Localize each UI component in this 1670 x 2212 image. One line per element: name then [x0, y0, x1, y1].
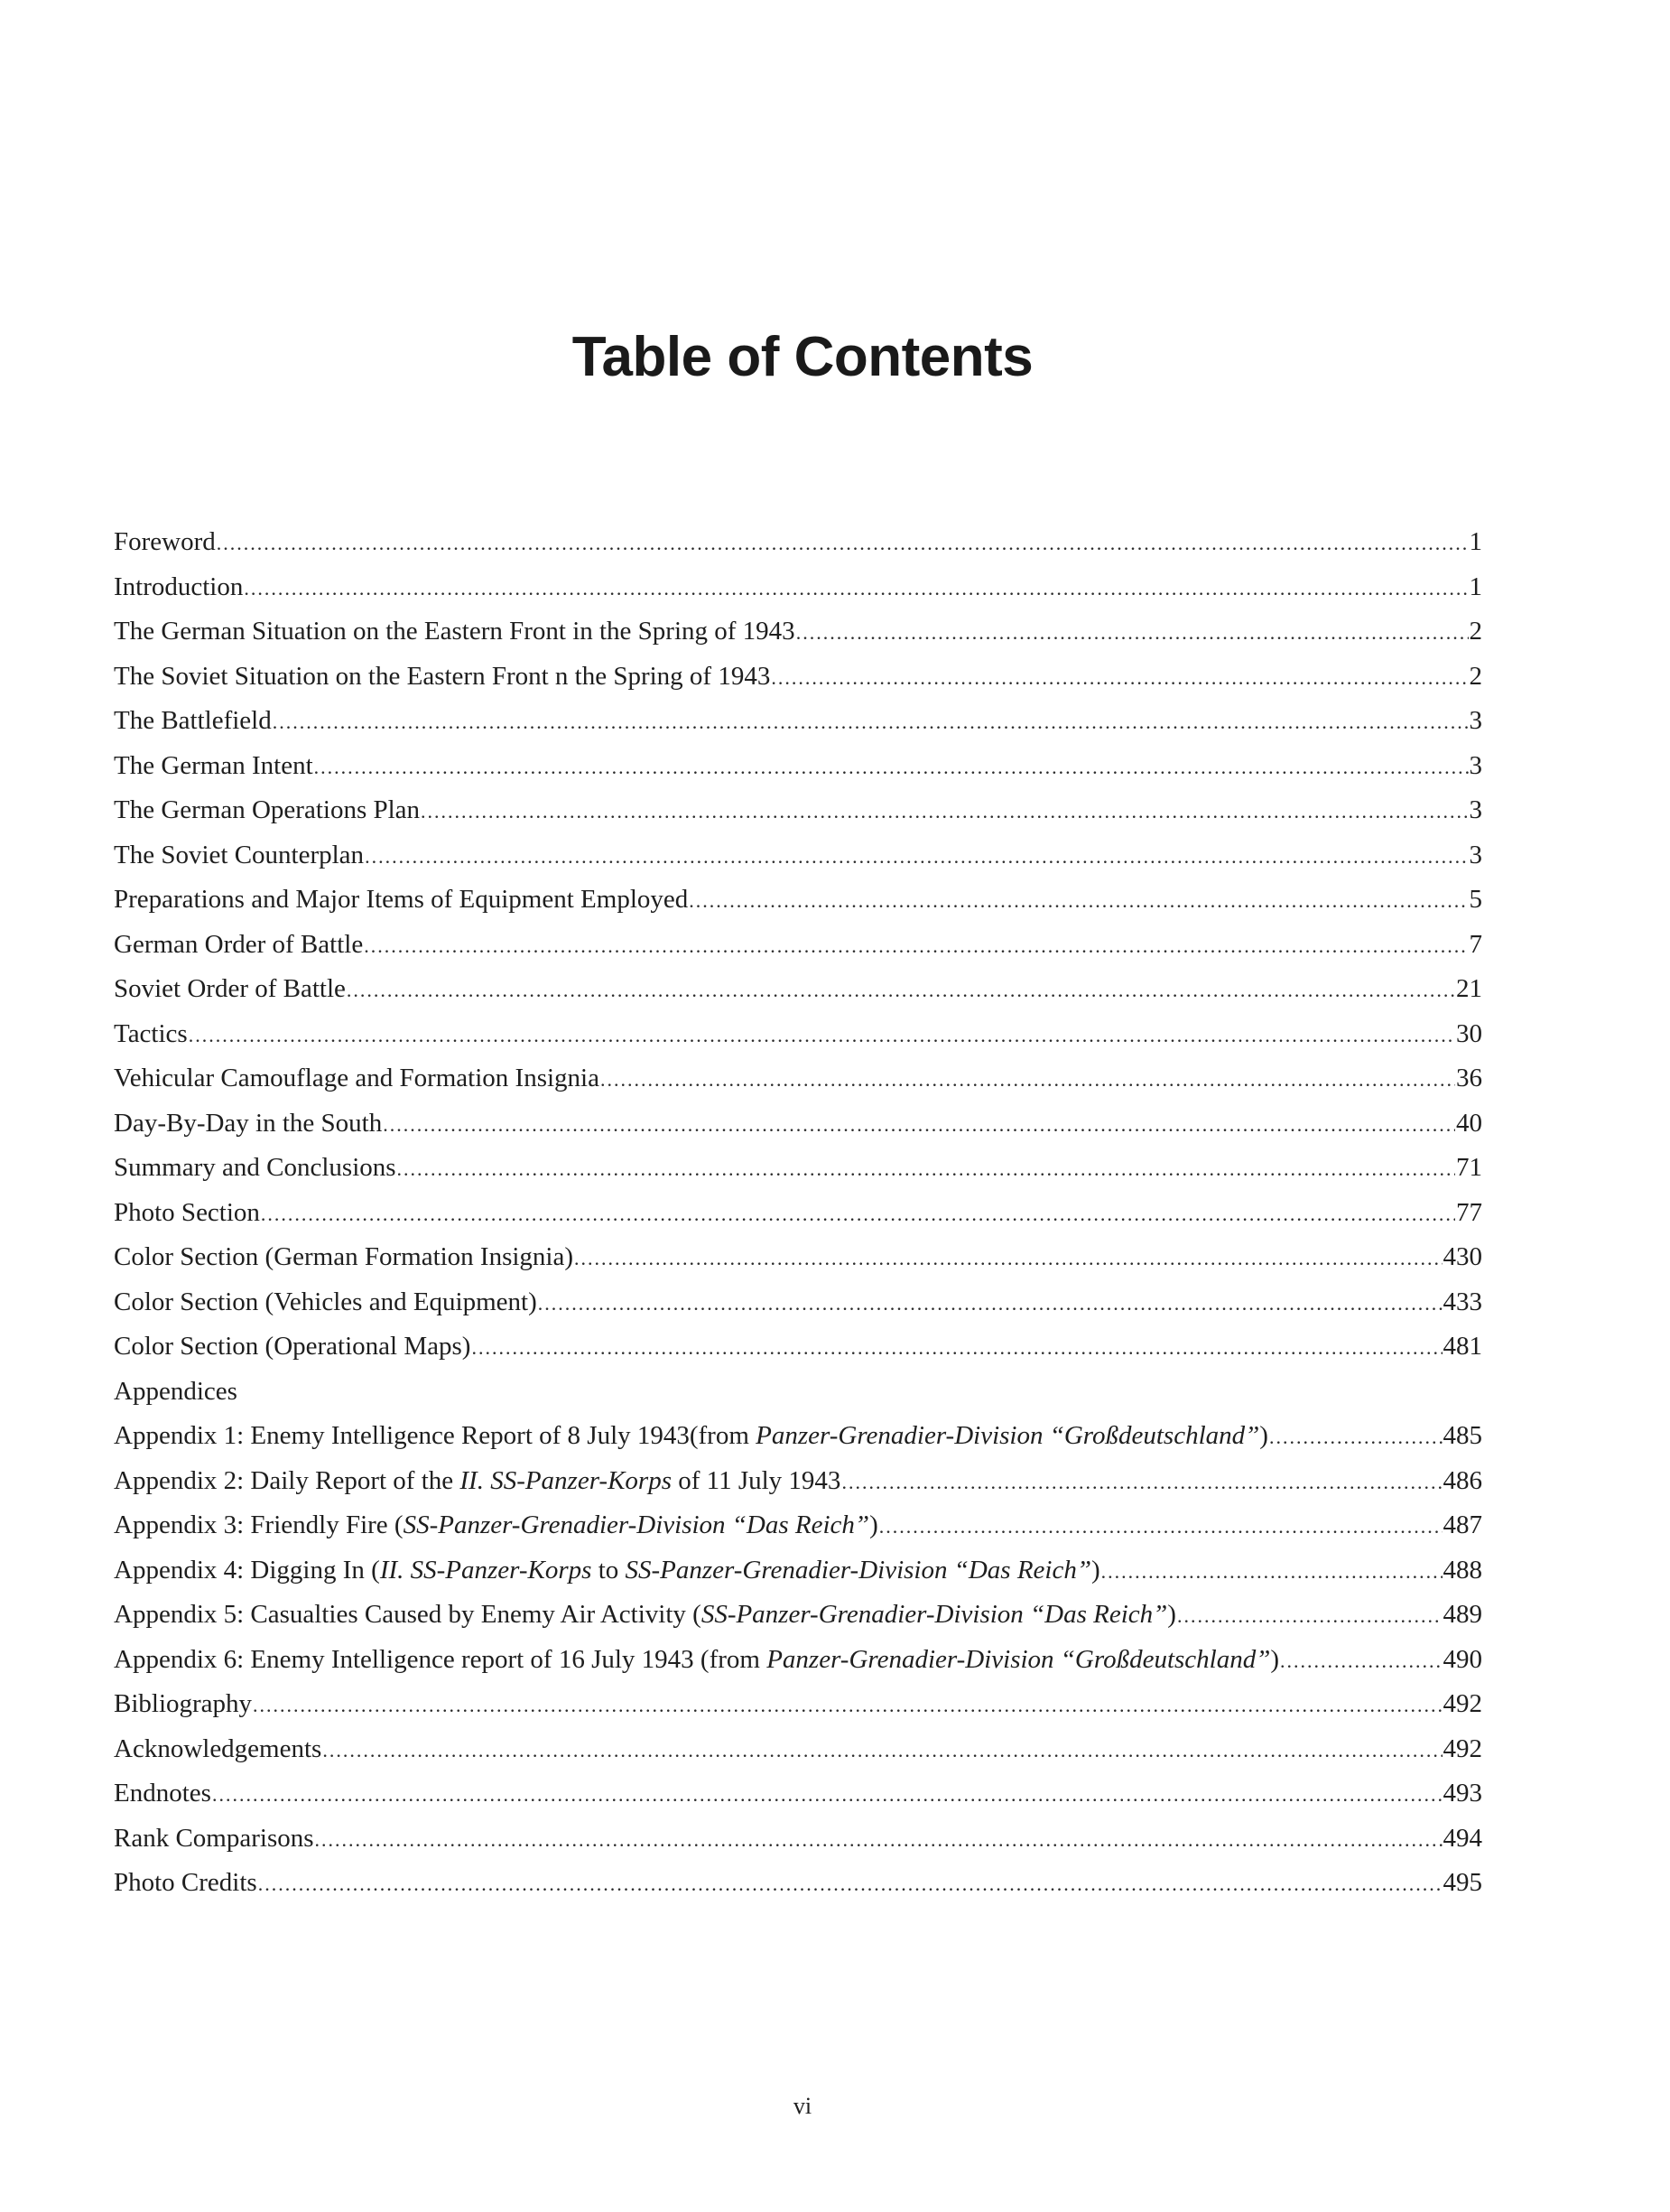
toc-entry-title [114, 878, 688, 923]
toc-entry-title-text: Appendix 5: Casualties Caused by Enemy Air Activity ( [114, 1600, 701, 1629]
toc-entry-title [114, 1012, 188, 1057]
toc-entry-page: 481 [1443, 1332, 1482, 1361]
toc-entry[interactable] [114, 1146, 1482, 1191]
toc-entry-title-text: Vehicular Camouflage and Formation Insignia [114, 1064, 599, 1092]
dot-leader [471, 1325, 1442, 1371]
toc-entry[interactable] [114, 565, 1482, 610]
toc-entry-title [114, 1280, 537, 1325]
toc-entry-title-text: Appendices [114, 1376, 237, 1406]
toc-entry-title-text: German Order of Battle [114, 929, 364, 959]
toc-entry-page: 3 [1469, 795, 1482, 824]
toc-entry-page: 487 [1443, 1510, 1482, 1539]
toc-entry-page: 2 [1469, 617, 1482, 646]
toc-entry-page: 495 [1443, 1868, 1482, 1897]
toc-entry-page: 486 [1443, 1465, 1482, 1495]
dot-leader [879, 1504, 1443, 1549]
toc-entry-page: 30 [1456, 1018, 1482, 1048]
toc-entry-title-text: Endnotes [114, 1779, 211, 1808]
toc-entry-title-text: ) [869, 1510, 878, 1539]
page-number: vi [793, 2093, 812, 2119]
toc-entry-title-italic: SS-Panzer-Grenadier-Division “Das Reich” [700, 1600, 1168, 1629]
toc-entry-title [114, 1503, 878, 1548]
toc-entry-page: 5 [1469, 885, 1482, 914]
toc-entry[interactable] [114, 1459, 1482, 1504]
toc-entry[interactable] [114, 699, 1482, 744]
toc-entry-title-text: The Soviet Counterplan [114, 840, 365, 869]
toc-entry-title-italic: Panzer-Grenadier-Division “Großdeutschland” [766, 1644, 1271, 1674]
toc-entry[interactable] [114, 520, 1482, 565]
toc-entry[interactable] [114, 1101, 1482, 1147]
toc-entry-title [114, 788, 420, 833]
dot-leader [689, 878, 1468, 924]
toc-entry-title-text: Acknowledgements [114, 1733, 322, 1763]
dot-leader [1269, 1415, 1443, 1460]
toc-entry[interactable] [114, 967, 1482, 1012]
toc-entry-title [114, 1548, 1100, 1594]
toc-entry-page: 489 [1443, 1600, 1482, 1629]
toc-entry[interactable] [114, 744, 1482, 789]
toc-entry-title-text: Summary and Conclusions [114, 1153, 396, 1182]
toc-entry-title-text: Color Section (Vehicles and Equipment) [114, 1287, 537, 1316]
toc-entry[interactable] [114, 1861, 1482, 1906]
toc-entry-title-italic: II. SS-Panzer-Korps [459, 1465, 672, 1495]
toc-entry-title [114, 1593, 1176, 1638]
toc-entry-title-italic: SS-Panzer-Grenadier-Division “Das Reich” [625, 1555, 1091, 1585]
toc-entry-page: 1 [1469, 527, 1482, 556]
toc-entry-page: 3 [1469, 706, 1482, 735]
toc-entry-title-text: ) [1270, 1644, 1280, 1674]
dot-leader [1177, 1594, 1443, 1639]
toc-entry[interactable] [114, 1727, 1482, 1772]
toc-entry-page: 3 [1469, 840, 1482, 869]
toc-entry-title-text: Introduction [114, 572, 244, 601]
dot-leader [258, 1862, 1443, 1907]
toc-entry-page: 433 [1443, 1287, 1482, 1316]
toc-entry-title [114, 1414, 1268, 1459]
toc-entry-title [114, 699, 272, 744]
toc-entry-title-text: Foreword [114, 527, 216, 556]
toc-entry-page: 71 [1456, 1153, 1482, 1182]
toc-entry[interactable] [114, 1056, 1482, 1101]
toc-entry[interactable] [114, 1593, 1482, 1638]
toc-entry-title [114, 744, 313, 789]
dot-leader [212, 1772, 1443, 1817]
toc-entry-title [114, 1682, 252, 1727]
toc-entry-title-text: The German Operations Plan [114, 795, 421, 824]
toc-section-heading [114, 1370, 1482, 1415]
dot-leader [538, 1281, 1443, 1326]
toc-entry[interactable] [114, 1191, 1482, 1236]
toc-entry-title [114, 520, 216, 565]
toc-entry-title-text: Appendix 3: Friendly Fire ( [114, 1510, 404, 1539]
toc-entry-title-text: to [591, 1555, 626, 1585]
toc-entry-title-text: The Battlefield [114, 706, 272, 735]
toc-entry-page: 7 [1469, 929, 1482, 959]
toc-entry-title-text: Tactics [114, 1018, 188, 1048]
page-title: Table of Contents [571, 326, 1034, 388]
toc-entry-title-text: Bibliography [114, 1689, 253, 1718]
toc-entry-title-text: Appendix 2: Daily Report of the [114, 1465, 460, 1495]
toc-entry-title-text: Day-By-Day in the South [114, 1108, 383, 1138]
dot-leader [421, 789, 1468, 834]
toc-entry-page: 77 [1456, 1197, 1482, 1227]
dot-leader [383, 1102, 1455, 1148]
toc-entry-title-text: of 11 July 1943 [672, 1465, 841, 1495]
toc-entry-title-italic: Panzer-Grenadier-Division “Großdeutschland” [756, 1421, 1260, 1450]
toc-entry-page: 430 [1443, 1242, 1482, 1271]
toc-entry-title [114, 1459, 840, 1504]
toc-entry-title-text: Color Section (German Formation Insignia) [114, 1242, 574, 1271]
toc-entry-title [114, 1861, 257, 1906]
toc-entry-page: 492 [1443, 1733, 1482, 1763]
toc-entry-page: 3 [1469, 750, 1482, 780]
toc-entry-title [114, 609, 795, 655]
toc-entry-title [114, 1370, 237, 1415]
toc-entry-title [114, 1638, 1279, 1683]
toc-entry-title-text: ) [1167, 1600, 1176, 1629]
toc-entry-title-text: Appendix 6: Enemy Intelligence report of 16 July 1943 (from [114, 1644, 767, 1674]
toc-entry[interactable] [114, 1638, 1482, 1683]
toc-entry-page: 490 [1443, 1644, 1482, 1674]
toc-entry-title [114, 1101, 382, 1147]
dot-leader [322, 1728, 1442, 1773]
toc-entry[interactable] [114, 788, 1482, 833]
toc-entry[interactable] [114, 1324, 1482, 1370]
toc-entry-title-text: Preparations and Major Items of Equipment Employed [114, 885, 689, 914]
dot-leader [217, 521, 1469, 566]
toc-entry[interactable] [114, 655, 1482, 700]
toc-entry-title-italic: SS-Panzer-Grenadier-Division “Das Reich” [403, 1510, 870, 1539]
dot-leader [261, 1192, 1455, 1237]
toc-entry-title-text: ) [1259, 1421, 1268, 1450]
toc-entry-title-text: Appendix 1: Enemy Intelligence Report of 8 July 1943(from [114, 1421, 756, 1450]
dot-leader [397, 1147, 1455, 1192]
toc-entry-title [114, 833, 364, 878]
dot-leader [273, 700, 1469, 745]
toc-entry[interactable] [114, 1280, 1482, 1325]
dot-leader [314, 745, 1469, 790]
toc-entry[interactable] [114, 923, 1482, 968]
toc-entry[interactable] [114, 878, 1482, 923]
dot-leader [253, 1683, 1442, 1728]
toc-entry-title [114, 655, 770, 700]
dot-leader [189, 1013, 1455, 1058]
toc-entry-page: 21 [1456, 974, 1482, 1003]
toc-entry-title [114, 1191, 260, 1236]
toc-entry[interactable] [114, 609, 1482, 655]
toc-entry-page: 36 [1456, 1064, 1482, 1092]
toc-entry-title [114, 1146, 396, 1191]
toc-entry-page: 488 [1443, 1555, 1482, 1585]
dot-leader [347, 968, 1455, 1013]
toc-entry[interactable] [114, 1012, 1482, 1057]
toc-entry-title-text: The Soviet Situation on the Eastern Front n the Spring of 1943 [114, 661, 771, 691]
toc-entry[interactable] [114, 1771, 1482, 1817]
toc-entry-page: 40 [1456, 1108, 1482, 1138]
toc-entry-title-text: Soviet Order of Battle [114, 974, 346, 1003]
toc-entry-title-text: Photo Credits [114, 1868, 257, 1897]
dot-leader [771, 655, 1468, 701]
toc-entry-title [114, 923, 363, 968]
dot-leader [796, 610, 1469, 655]
toc-entry-title-text: Photo Section [114, 1197, 260, 1227]
dot-leader [364, 924, 1468, 969]
table-of-contents [114, 520, 1482, 1906]
toc-entry-page: 2 [1469, 661, 1482, 691]
dot-leader [841, 1460, 1442, 1505]
toc-entry-page: 492 [1443, 1689, 1482, 1718]
toc-entry-title [114, 1324, 470, 1370]
toc-entry-title [114, 565, 243, 610]
dot-leader [365, 834, 1468, 879]
toc-entry-title-text: ) [1090, 1555, 1100, 1585]
toc-entry[interactable] [114, 1503, 1482, 1548]
toc-entry-page: 1 [1469, 572, 1482, 601]
toc-entry-title [114, 967, 346, 1012]
dot-leader [1101, 1549, 1443, 1594]
toc-entry-title-text: Color Section (Operational Maps) [114, 1332, 471, 1361]
toc-entry-title [114, 1056, 599, 1101]
dot-leader [574, 1236, 1442, 1281]
toc-entry-page: 494 [1443, 1823, 1482, 1853]
toc-entry-title [114, 1771, 211, 1817]
toc-entry-title-text: The German Intent [114, 750, 313, 780]
toc-entry-title-text: Appendix 4: Digging In ( [114, 1555, 380, 1585]
toc-entry[interactable] [114, 1548, 1482, 1594]
toc-entry[interactable] [114, 1414, 1482, 1459]
toc-entry[interactable] [114, 1682, 1482, 1727]
dot-leader [244, 566, 1468, 611]
toc-entry[interactable] [114, 1817, 1482, 1862]
dot-leader [315, 1817, 1443, 1863]
toc-entry[interactable] [114, 1235, 1482, 1280]
toc-entry-title [114, 1235, 573, 1280]
dot-leader [600, 1057, 1455, 1102]
toc-entry-page: 485 [1443, 1421, 1482, 1450]
toc-entry-title [114, 1727, 321, 1772]
toc-entry-title-text: The German Situation on the Eastern Front in the Spring of 1943 [114, 617, 795, 646]
toc-entry-title [114, 1817, 314, 1862]
toc-entry-title-italic: II. SS-Panzer-Korps [379, 1555, 592, 1585]
toc-entry-page: 493 [1443, 1779, 1482, 1808]
toc-entry[interactable] [114, 833, 1482, 878]
toc-entry-title-text: Rank Comparisons [114, 1823, 314, 1853]
dot-leader [1280, 1639, 1442, 1684]
